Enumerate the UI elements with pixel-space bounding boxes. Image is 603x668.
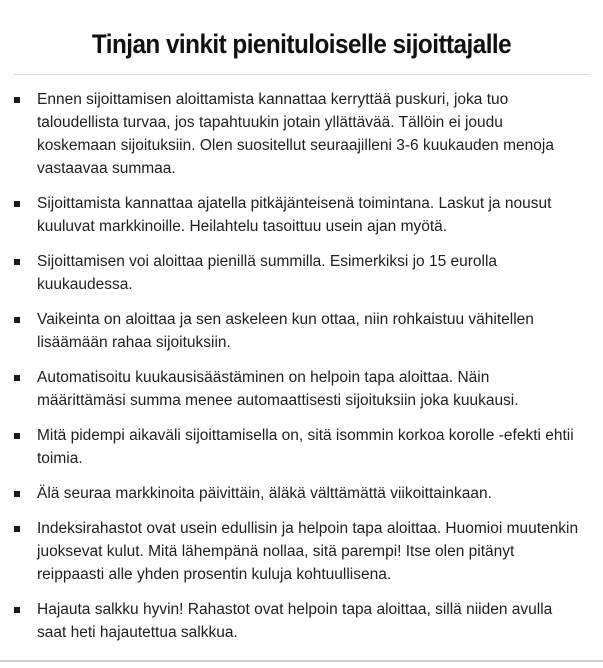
tip-item	[0, 250, 603, 296]
square-bullet-icon	[14, 526, 20, 532]
square-bullet-icon	[14, 607, 20, 613]
tip-item	[0, 424, 603, 470]
square-bullet-icon	[14, 433, 20, 439]
tip-text: Vaikeinta on aloittaa ja sen askeleen kun ottaa, niin rohkaistuu vähitellen lisäämään rahaa sijoituksiin.	[37, 311, 534, 351]
square-bullet-icon	[14, 317, 20, 323]
tip-text: Automatisoitu kuukausisäästäminen on helpoin tapa aloittaa. Näin määrittämäsi summa menee automaattisesti sijoituksiin joka kuukausi.	[37, 369, 519, 409]
tip-text: Sijoittamista kannattaa ajatella pitkäjänteisenä toimintana. Laskut ja nousut kuuluvat markkinoille. Heilahtelu tasoittuu usein ajan myötä.	[37, 195, 552, 235]
tip-text: Indeksirahastot ovat usein edullisin ja helpoin tapa aloittaa. Huomioi muutenkin juoksevat kulut. Mitä lähempänä nollaa, sitä parempi! Itse olen pitänyt reippaasti alle yhden prosentin kuluja kohtuullisena.	[37, 520, 579, 583]
bottom-divider	[0, 660, 603, 662]
tip-text: Ennen sijoittamisen aloittamista kannattaa kerryttää puskuri, joka tuo taloudellista turvaa, jos tapahtuukin jotain yllättävää. Tällöin ei joudu koskemaan sijoituksiin. Olen suositellut seuraajilleni 3-6 kuukauden menoja vastaavaa summaa.	[37, 91, 554, 177]
square-bullet-icon	[14, 375, 20, 381]
tip-item	[0, 308, 603, 354]
title-divider	[13, 74, 589, 75]
tip-item	[0, 598, 603, 644]
square-bullet-icon	[14, 491, 20, 497]
tip-text: Sijoittamisen voi aloittaa pienillä summilla. Esimerkiksi jo 15 eurolla kuukaudessa.	[37, 253, 498, 293]
tip-text: Mitä pidempi aikaväli sijoittamisella on, sitä isommin korkoa korolle -efekti ehtii toimia.	[37, 427, 574, 467]
square-bullet-icon	[14, 259, 20, 265]
tips-list	[0, 88, 603, 656]
tip-item	[0, 482, 603, 505]
tip-item	[0, 366, 603, 412]
tip-text: Hajauta salkku hyvin! Rahastot ovat helpoin tapa aloittaa, sillä niiden avulla saat heti hajautettua salkkua.	[37, 601, 553, 641]
square-bullet-icon	[14, 97, 20, 103]
fact-box-title: Tinjan vinkit pienituloiselle sijoittajalle	[91, 29, 512, 59]
tip-item	[0, 517, 603, 586]
tip-item	[0, 192, 603, 238]
tip-text: Älä seuraa markkinoita päivittäin, äläkä välttämättä viikoittainkaan.	[37, 485, 492, 502]
square-bullet-icon	[14, 201, 20, 207]
tip-item	[0, 88, 603, 180]
